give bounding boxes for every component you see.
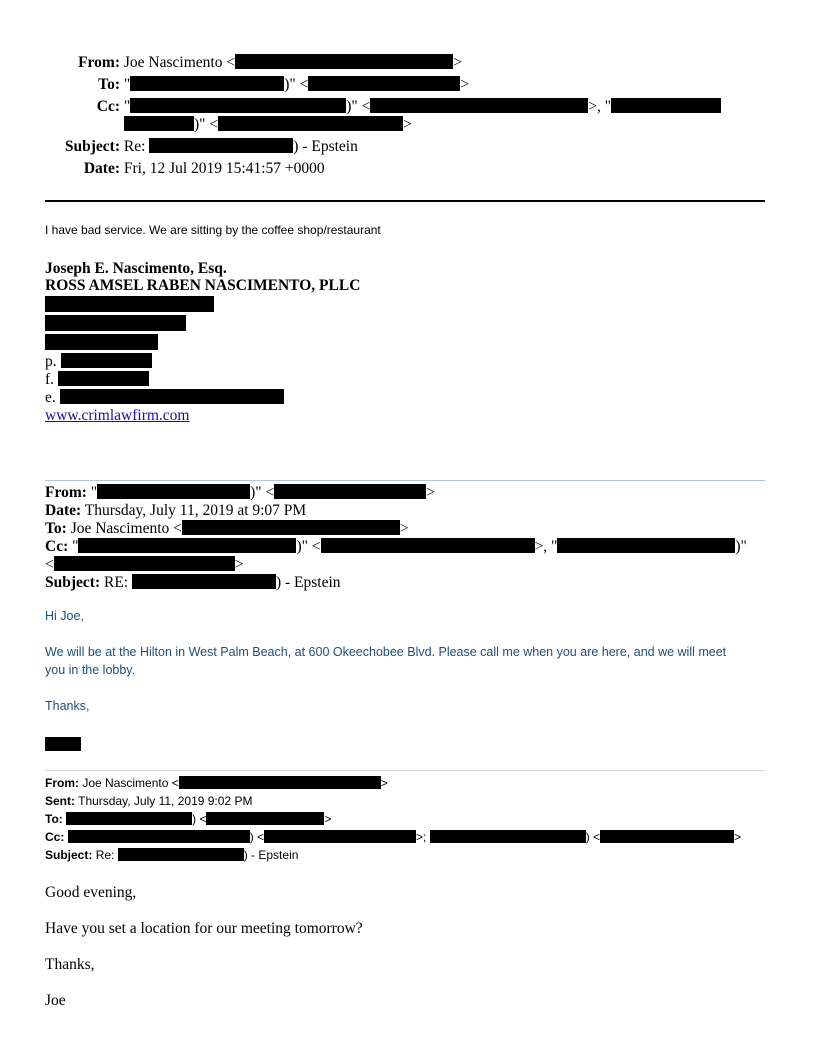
sent-value: Thursday, July 11, 2019 9:02 PM [78, 794, 253, 808]
signature-address-line [45, 334, 158, 353]
redaction-box [430, 830, 586, 843]
quoted-from-row [45, 484, 435, 502]
message-body-line: you in the lobby. [45, 663, 136, 677]
redaction-box [132, 574, 276, 589]
from-value: Joe Nascimento < [82, 776, 179, 790]
quoted-to-row [45, 812, 331, 826]
bracket: > [380, 776, 388, 790]
bracket: > [734, 830, 742, 844]
redaction-box [61, 353, 152, 368]
bracket: ) < [249, 830, 265, 844]
redaction-box [557, 538, 735, 553]
subject-label: Subject: [45, 848, 93, 862]
message-body: I have bad service. We are sitting by the coffee shop/restaurant [45, 223, 381, 237]
redaction-box [118, 848, 244, 861]
message-body-line: We will be at the Hilton in West Palm Beach, at 600 Okeechobee Blvd. Please call me when you are here, and we will meet [45, 645, 727, 659]
email-prefix: e. [45, 389, 56, 406]
signoff: Joe [45, 992, 66, 1009]
signature-address-line [45, 315, 186, 334]
bracket: ) < [192, 812, 207, 826]
bracket: > [403, 116, 412, 133]
redaction-box [182, 520, 400, 535]
quote: )" < [194, 116, 219, 133]
date-value: Fri, 12 Jul 2019 15:41:57 +0000 [123, 160, 325, 177]
quote: " [123, 98, 131, 115]
greeting: Hi Joe, [45, 609, 84, 623]
from-label: From: [45, 776, 79, 790]
subject-label: Subject: [45, 574, 101, 591]
quote: )" < [296, 538, 321, 555]
header-cc-row-continued [124, 116, 412, 134]
quote: " [72, 538, 79, 555]
quoted-sent-row [45, 794, 252, 808]
quote-divider [45, 480, 765, 481]
bracket: > [453, 54, 462, 71]
separator: >, " [534, 538, 558, 555]
from-label: From: [45, 484, 87, 501]
quoted-to-row [45, 520, 409, 538]
redaction-box [45, 296, 214, 312]
quoted-subject-row [45, 848, 298, 862]
redaction-box [45, 334, 158, 350]
redaction-box [235, 54, 453, 69]
redaction-box [370, 98, 588, 113]
bracket: > [324, 812, 332, 826]
redaction-box [321, 538, 535, 553]
to-label: To: [45, 520, 67, 537]
bracket: > [234, 556, 244, 573]
from-name: Joe Nascimento < [123, 54, 236, 71]
quote: " [90, 484, 98, 501]
cc-label: Cc: [45, 830, 65, 844]
redaction-box [78, 538, 296, 553]
signature-firm: ROSS AMSEL RABEN NASCIMENTO, PLLC [45, 277, 361, 294]
cc-label: Cc: [96, 98, 120, 115]
signature-phone [45, 353, 152, 371]
signature-website [45, 407, 189, 425]
redaction-box [611, 98, 721, 113]
quoted-date-row [45, 502, 306, 520]
subject-suffix: ) - Epstein [243, 848, 299, 862]
phone-prefix: p. [45, 353, 57, 370]
subject-suffix: ) - Epstein [275, 574, 341, 591]
closing: Thanks, [45, 699, 90, 713]
to-label: To: [45, 812, 63, 826]
redaction-box [274, 484, 426, 499]
quote: )" < [284, 76, 309, 93]
bracket: ) < [585, 830, 601, 844]
signature-name: Joseph E. Nascimento, Esq. [45, 260, 227, 277]
redaction-box [66, 812, 192, 825]
bracket: > [426, 484, 435, 501]
date-value: Thursday, July 11, 2019 at 9:07 PM [84, 502, 307, 519]
separator: >; [416, 830, 427, 844]
redaction-box [54, 556, 235, 571]
redaction-box [68, 830, 250, 843]
quote: )" < [250, 484, 275, 501]
quoted-cc-row [45, 830, 741, 844]
greeting: Good evening, [45, 884, 137, 901]
cc-label: Cc: [45, 538, 69, 555]
redaction-box [58, 371, 149, 386]
redaction-box [308, 76, 460, 91]
subject-prefix: Re: [95, 848, 115, 862]
quoted-cc-row [45, 538, 747, 556]
quote: " [123, 76, 131, 93]
date-label: Date: [83, 160, 120, 177]
redaction-box [97, 484, 250, 499]
quoted-from-row [45, 776, 388, 790]
quote: )" [735, 538, 747, 555]
redaction-box [600, 830, 734, 843]
quoted-subject-row [45, 574, 341, 592]
redaction-box [149, 138, 293, 153]
redaction-box [218, 116, 403, 131]
signature-redacted [45, 736, 81, 754]
redaction-box [60, 389, 284, 404]
signature-email [45, 389, 284, 407]
from-label: From: [78, 54, 120, 71]
signature-fax [45, 371, 149, 389]
redaction-box [264, 830, 416, 843]
to-label: To: [98, 76, 120, 93]
quote: )" < [346, 98, 371, 115]
header-to-row [45, 76, 469, 94]
date-label: Date: [45, 502, 82, 519]
redaction-box [206, 812, 324, 825]
subject-prefix: RE: [103, 574, 129, 591]
header-cc-row [45, 98, 721, 116]
subject-prefix: Re: [123, 138, 146, 155]
redaction-box [45, 737, 81, 751]
redaction-box [179, 776, 381, 789]
header-date-row [45, 160, 325, 178]
separator: >, " [588, 98, 612, 115]
message-body: Have you set a location for our meeting tomorrow? [45, 920, 363, 937]
signature-address-line [45, 296, 214, 315]
header-subject-row [45, 138, 358, 156]
bracket: < [45, 556, 54, 573]
redaction-box [45, 315, 186, 331]
bracket: > [399, 520, 409, 537]
header-divider [45, 200, 765, 202]
redaction-box [130, 98, 346, 113]
quote-divider [45, 770, 765, 771]
sent-label: Sent: [45, 794, 75, 808]
redaction-box [130, 76, 284, 91]
closing: Thanks, [45, 956, 95, 973]
bracket: > [460, 76, 470, 93]
to-value: Joe Nascimento < [70, 520, 182, 537]
quoted-cc-row-continued [45, 556, 244, 574]
subject-label: Subject: [64, 138, 120, 155]
website-link[interactable]: www.crimlawfirm.com [45, 407, 190, 424]
fax-prefix: f. [45, 371, 55, 388]
header-from-row [45, 54, 462, 72]
subject-suffix: ) - Epstein [293, 138, 358, 155]
redaction-box [124, 116, 194, 131]
